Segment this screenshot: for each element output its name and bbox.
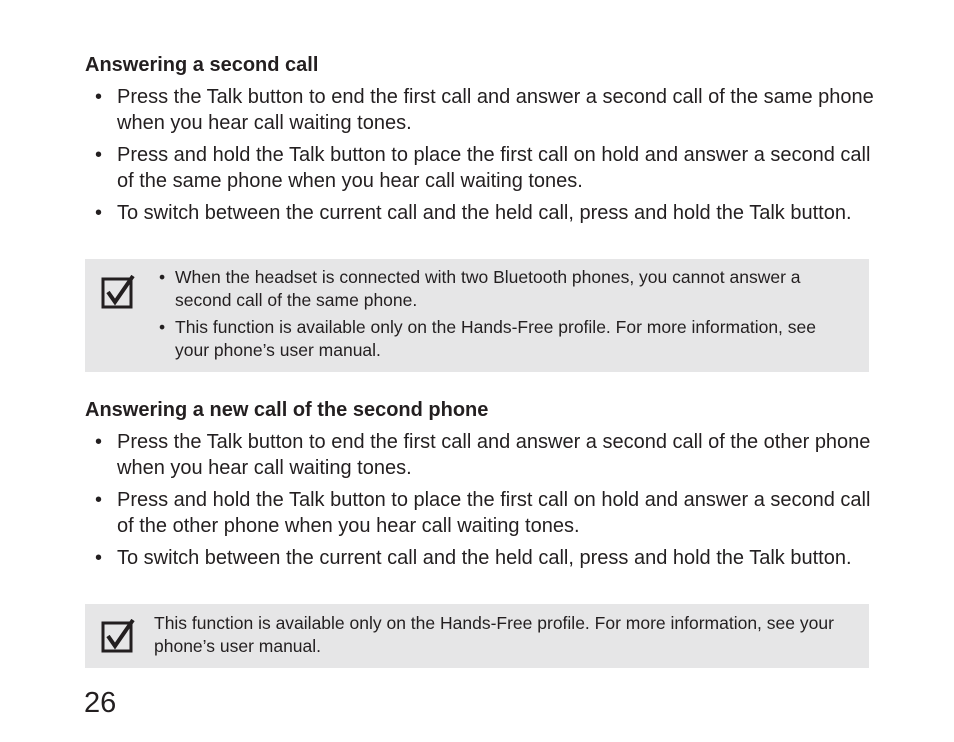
list-item — [95, 200, 875, 226]
list-item-text: Press the Talk button to end the first call and answer a second call of the same phone when you hear call waiting tones. — [117, 86, 874, 134]
section-heading-second-call: Answering a second call — [85, 54, 319, 76]
list-item-text: Press the Talk button to end the first call and answer a second call of the other phone when you hear call waiting tones. — [117, 431, 871, 479]
note-item-text: When the headset is connected with two Bluetooth phones, you cannot answer a second call of the same phone. — [175, 267, 801, 310]
section-heading-second-phone: Answering a new call of the second phone — [85, 399, 489, 421]
bullet-icon: • — [95, 489, 103, 511]
note-box-second-phone — [85, 604, 869, 668]
bullet-list-second-call — [95, 84, 875, 232]
bullet-list-second-phone — [95, 429, 875, 577]
note-box-second-call — [85, 259, 869, 372]
bullet-icon: • — [159, 317, 166, 337]
list-item-text: Press and hold the Talk button to place the first call on hold and answer a second call of the other phone when you hear call waiting tones. — [117, 489, 871, 537]
list-item — [95, 429, 875, 481]
bullet-icon: • — [95, 547, 103, 569]
bullet-icon: • — [95, 86, 103, 108]
bullet-icon: • — [159, 267, 166, 287]
page-number: 26 — [84, 687, 117, 719]
bullet-icon: • — [95, 144, 103, 166]
checkbox-check-icon — [101, 275, 135, 309]
note-item-text: This function is available only on the Hands-Free profile. For more information, see your phone’s user manual. — [175, 317, 816, 360]
list-item — [95, 84, 875, 136]
list-item — [159, 316, 839, 362]
list-item-text: Press and hold the Talk button to place the first call on hold and answer a second call of the same phone when you hear call waiting tones. — [117, 144, 871, 192]
list-item — [159, 266, 839, 312]
note-text: This function is available only on the Hands-Free profile. For more information, see your phone’s user manual. — [154, 613, 834, 656]
bullet-icon: • — [95, 431, 103, 453]
list-item-text: To switch between the current call and the held call, press and hold the Talk button. — [117, 547, 852, 569]
list-item-text: To switch between the current call and the held call, press and hold the Talk button. — [117, 202, 852, 224]
checkbox-check-icon — [101, 619, 135, 653]
list-item — [95, 142, 875, 194]
list-item — [95, 487, 875, 539]
list-item — [95, 545, 875, 571]
note-list — [159, 266, 839, 366]
bullet-icon: • — [95, 202, 103, 224]
